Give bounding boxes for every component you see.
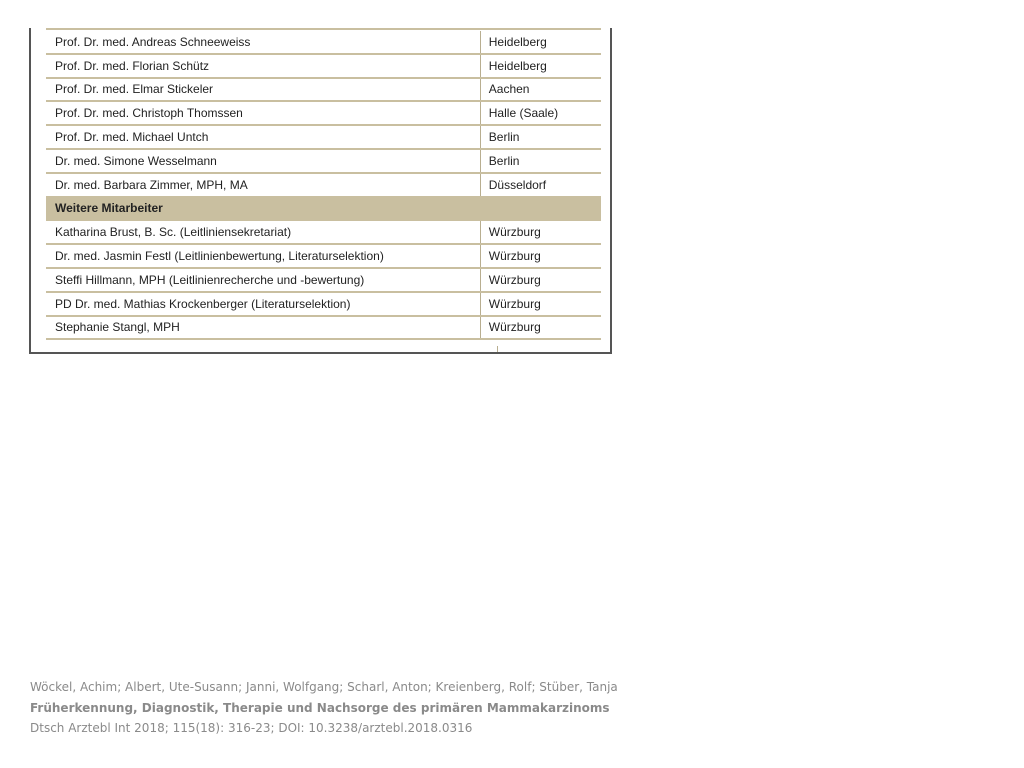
city-cell: Würzburg (480, 244, 601, 268)
name-cell: Prof. Dr. med. Andreas Schneeweiss (46, 31, 480, 54)
table-row (46, 125, 601, 149)
table-row (46, 268, 601, 292)
name-cell: Dr. med. Simone Wesselmann (46, 149, 480, 173)
table-image (29, 28, 612, 354)
name-cell: Prof. Dr. med. Elmar Stickeler (46, 78, 480, 102)
name-cell: Katharina Brust, B. Sc. (Leitliniensekretariat) (46, 220, 480, 244)
table-row (46, 101, 601, 125)
name-cell: Dr. med. Jasmin Festl (Leitlinienbewertung, Literaturselektion) (46, 244, 480, 268)
table-row (46, 292, 601, 316)
table-row (46, 31, 601, 54)
city-cell: Würzburg (480, 268, 601, 292)
name-cell: Steffi Hillmann, MPH (Leitlinienrecherche und -bewertung) (46, 268, 480, 292)
city-cell: Berlin (480, 125, 601, 149)
column-divider-stub (497, 346, 498, 352)
name-cell: Stephanie Stangl, MPH (46, 316, 480, 340)
city-cell: Halle (Saale) (480, 101, 601, 125)
name-cell: Prof. Dr. med. Christoph Thomssen (46, 101, 480, 125)
city-cell: Heidelberg (480, 54, 601, 78)
citation-title: Früherkennung, Diagnostik, Therapie und Nachsorge des primären Mammakarzinoms (30, 700, 610, 715)
table-row (46, 220, 601, 244)
table-row (46, 316, 601, 340)
city-cell: Würzburg (480, 316, 601, 340)
citation (30, 677, 730, 739)
section-heading-spacer (480, 197, 601, 221)
table-row (46, 173, 601, 197)
city-cell: Heidelberg (480, 31, 601, 54)
name-cell: Dr. med. Barbara Zimmer, MPH, MA (46, 173, 480, 197)
city-cell: Aachen (480, 78, 601, 102)
section-heading: Weitere Mitarbeiter (46, 197, 480, 221)
citation-authors: Wöckel, Achim; Albert, Ute-Susann; Janni, Wolfgang; Scharl, Anton; Kreienberg, Rolf; Stüber, Tanja (30, 680, 618, 694)
citation-source: Dtsch Arztebl Int 2018; 115(18): 316-23; DOI: 10.3238/arztebl.2018.0316 (30, 721, 473, 735)
city-cell: Würzburg (480, 220, 601, 244)
name-cell: Prof. Dr. med. Florian Schütz (46, 54, 480, 78)
city-cell: Würzburg (480, 292, 601, 316)
table-row (46, 149, 601, 173)
section-heading-row (46, 197, 601, 221)
name-cell: PD Dr. med. Mathias Krockenberger (Literaturselektion) (46, 292, 480, 316)
city-cell: Berlin (480, 149, 601, 173)
city-cell: Düsseldorf (480, 173, 601, 197)
table-row (46, 54, 601, 78)
table-row (46, 244, 601, 268)
name-cell: Prof. Dr. med. Michael Untch (46, 125, 480, 149)
table-row (46, 78, 601, 102)
table-top-rule (46, 28, 601, 30)
contributors-table (46, 31, 601, 340)
